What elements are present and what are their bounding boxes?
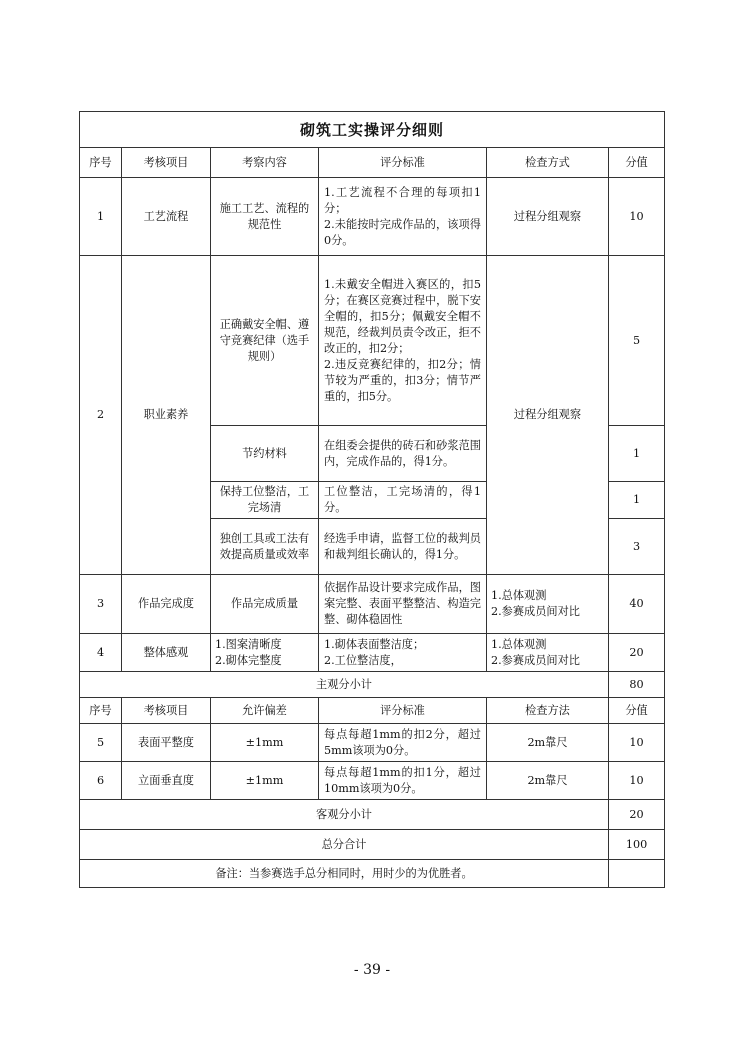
criteria-line: 2.未能按时完成作品的，该项得0分。 [324, 217, 481, 247]
criteria-line: 1.工艺流程不合理的每项扣1分； [324, 185, 481, 215]
scoring-criteria [319, 634, 487, 672]
scoring-criteria [319, 178, 487, 256]
header-cell: 评分标准 [319, 698, 487, 724]
criteria-line: 2.违反竞赛纪律的，扣2分；情节较为严重的，扣3分；情节严重的，扣5分。 [324, 357, 481, 403]
content-line: 2.砌体完整度 [215, 653, 282, 667]
table-row [80, 178, 665, 256]
scoring-table [79, 111, 665, 888]
header-cell: 考核项目 [122, 698, 211, 724]
header-cell: 序号 [80, 698, 122, 724]
assessment-content: 作品完成质量 [211, 575, 319, 634]
scoring-criteria: 经选手申请，监督工位的裁判员和裁判组长确认的，得1分。 [319, 519, 487, 575]
assessment-item: 作品完成度 [122, 575, 211, 634]
table-row [80, 634, 665, 672]
row-number: 2 [80, 256, 122, 575]
note-text: 备注：当参赛选手总分相同时，用时少的为优胜者。 [80, 860, 609, 888]
subtotal-label: 主观分小计 [80, 672, 609, 698]
page-number: - 39 - [353, 962, 391, 978]
subtotal-score: 80 [609, 672, 665, 698]
table-row [80, 575, 665, 634]
score-value: 5 [609, 256, 665, 426]
assessment-item: 表面平整度 [122, 724, 211, 762]
header-cell: 分值 [609, 698, 665, 724]
table-row [80, 762, 665, 800]
check-method: 过程分组观察 [487, 178, 609, 256]
scoring-criteria: 在组委会提供的砖石和砂浆范围内，完成作品的，得1分。 [319, 426, 487, 482]
table-row [80, 256, 665, 426]
criteria-line: 2.工位整洁度， [324, 653, 402, 667]
header-cell: 分值 [609, 148, 665, 178]
score-value: 10 [609, 724, 665, 762]
tolerance: ±1mm [211, 724, 319, 762]
header-cell: 检查方式 [487, 148, 609, 178]
subtotal-row [80, 672, 665, 698]
scoring-criteria: 每点每超1mm的扣2分，超过5mm该项为0分。 [319, 724, 487, 762]
criteria-line: 1.砌体表面整洁度； [324, 637, 425, 651]
method-line: 2.参赛成员间对比 [491, 653, 580, 667]
total-row [80, 830, 665, 860]
check-method [487, 634, 609, 672]
score-value: 1 [609, 426, 665, 482]
score-value: 10 [609, 178, 665, 256]
assessment-content [211, 634, 319, 672]
note-row [80, 860, 665, 888]
assessment-item: 职业素养 [122, 256, 211, 575]
row-number: 6 [80, 762, 122, 800]
assessment-content: 独创工具或工法有效提高质量或效率 [211, 519, 319, 575]
score-value: 40 [609, 575, 665, 634]
row-number: 4 [80, 634, 122, 672]
scoring-criteria: 依据作品设计要求完成作品，图案完整、表面平整整洁、构造完整、砌体稳固性 [319, 575, 487, 634]
check-method [487, 575, 609, 634]
assessment-content: 节约材料 [211, 426, 319, 482]
check-method: 过程分组观察 [487, 256, 609, 575]
assessment-item: 工艺流程 [122, 178, 211, 256]
assessment-content: 施工工艺、流程的规范性 [211, 178, 319, 256]
subtotal-label: 客观分小计 [80, 800, 609, 830]
header-cell: 允许偏差 [211, 698, 319, 724]
total-score: 100 [609, 830, 665, 860]
method-line: 2.参赛成员间对比 [491, 605, 580, 618]
method-line: 1.总体观测 [491, 637, 547, 651]
score-value: 3 [609, 519, 665, 575]
check-method: 2m靠尺 [487, 724, 609, 762]
tolerance: ±1mm [211, 762, 319, 800]
assessment-content: 正确戴安全帽、遵守竞赛纪律（选手规则） [211, 256, 319, 426]
note-empty-cell [609, 860, 665, 888]
assessment-item: 立面垂直度 [122, 762, 211, 800]
scoring-criteria: 每点每超1mm的扣1分，超过10mm该项为0分。 [319, 762, 487, 800]
method-line: 1.总体观测 [491, 589, 547, 602]
table-title: 砌筑工实操评分细则 [80, 112, 665, 148]
subtotal-score: 20 [609, 800, 665, 830]
header-cell: 序号 [80, 148, 122, 178]
row-number: 3 [80, 575, 122, 634]
row-number: 1 [80, 178, 122, 256]
total-label: 总分合计 [80, 830, 609, 860]
scoring-criteria: 工位整洁，工完场清的，得1分。 [319, 482, 487, 519]
criteria-line: 1.未戴安全帽进入赛区的，扣5分；在赛区竞赛过程中，脱下安全帽的，扣5分；佩戴安全帽不规范，经裁判员责令改正，拒不改正的，扣2分； [324, 277, 481, 355]
header-cell: 检查方法 [487, 698, 609, 724]
score-value: 10 [609, 762, 665, 800]
content-line: 1.图案清晰度 [215, 637, 282, 651]
scoring-criteria [319, 256, 487, 426]
header-cell: 评分标准 [319, 148, 487, 178]
check-method: 2m靠尺 [487, 762, 609, 800]
score-value: 20 [609, 634, 665, 672]
assessment-content: 保持工位整洁，工完场清 [211, 482, 319, 519]
header-cell: 考察内容 [211, 148, 319, 178]
assessment-item: 整体感观 [122, 634, 211, 672]
header-cell: 考核项目 [122, 148, 211, 178]
subtotal-row [80, 800, 665, 830]
table-row [80, 724, 665, 762]
header-row [80, 148, 665, 178]
header-row [80, 698, 665, 724]
score-value: 1 [609, 482, 665, 519]
row-number: 5 [80, 724, 122, 762]
